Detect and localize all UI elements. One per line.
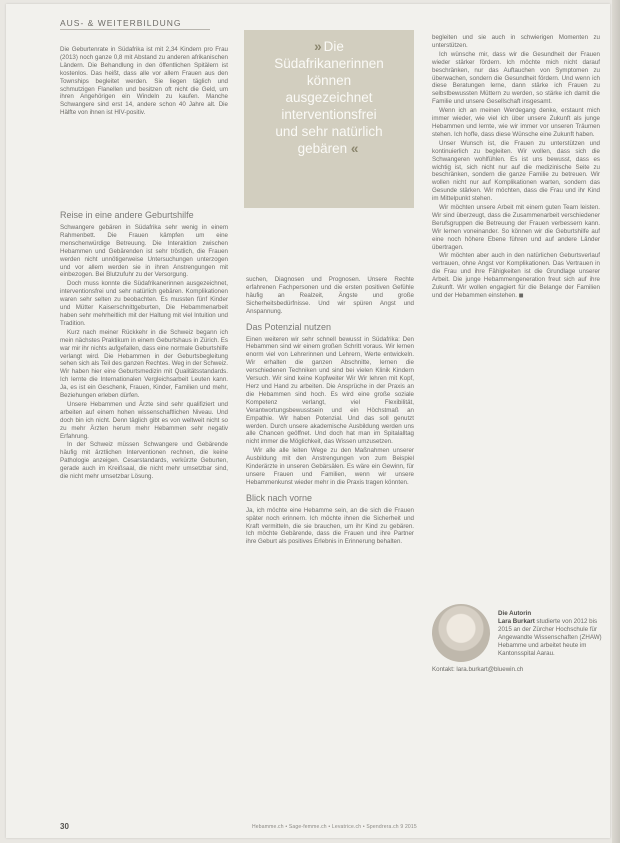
column-2 [246,276,414,547]
page-number: 30 [60,822,69,831]
intro-paragraph: Die Geburtenrate in Südafrika ist mit 2,34 Kindern pro Frau (2013) noch ganze 0,8 mit Abstand zu anderen afrikanischen Ländern. Die Behandlung in den öffentlichen Spitälern ist kostenlos. Das heißt, dass alle vor allem Frauen aus den Townships begleitet werden. Sie liegen täglich und schmutzigen Flanellen und besitzen oft nicht die Geld, um ihren Angehörigen ein Windeln zu kaufen. Manche Schwangere sind erst 14, andere schon 40 Jahre alt. Die Hälfte von ihnen ist HIV-positiv. [60,46,228,117]
author-name: Lara Burkart [498,618,535,625]
author-avatar [432,604,490,662]
paragraph: Unser Wunsch ist, die Frauen zu unterstützen und kontinuierlich zu begleiten. Wir wollen, dass sich die Schwangeren wohlfühlen. Es ist uns bewusst, dass es wichtig ist, sich nicht nur auf die medizinische Seite zu beschränken, sondern die ganze Familie zu betreuen. Wir wollen nicht nur auf Komplikationen warten, sondern das Gesunde stärken. Wir möchten, dass die Frau und ihr Kind im Mittelpunkt stehen. [432,139,600,203]
column-3 [432,34,600,301]
paragraph: Wenn ich an meinen Werdegang denke, erstaunt mich immer wieder, wie viel ich über unsere Zukunft als junge Hebammen und lernte, wie wir immer vor unseren Träumen stehen. Ich hoffe, dass diese Wünsche eine Zukunft haben. [432,107,600,138]
quote-line: und sehr natürlich [275,124,383,139]
paragraph: Einen weiteren wir sehr schnell bewusst in Südafrika: Den Hebammen sind wir einem großen Schritt voraus. Wir lernen enorm viel von Lehrerinnen und Lehrern, Werte entwickeln. Wir erhalten die ganzen Abschnitte, lernen die verschiedenen Techniken und sind bei vielen Klinik Kindern Versuch. Wir sind keine Kopfweiter Wir Wir lehren mit Kopf, Herz und Hand zu arbeiten. Die Ansprüche in der Praxis an die Hebammen sind hoch. Es wird eine große soziale Kompetenz verlangt, viel Flexibilität, Verantwortungsbewusstsein und ein Höchstmaß an Empathie. Wir haben Potenzial. Und das soll genutzt werden. Durch unsere akademische Ausbildung werden uns alle Chancen geöffnet. Und doch hat man im Spitalalltag nicht immer die Möglichkeit, das Wissen umzusetzen. [246,335,414,446]
quote-line: Die [323,39,344,54]
author-bio [498,618,602,658]
quote-close-mark: « [350,141,359,156]
pull-quote [244,30,414,208]
subheading-potenzial: Das Potenzial nutzen [246,321,332,332]
magazine-page [6,4,610,838]
author-title: Die Autorin [498,610,532,617]
author-contact: Kontakt: lara.burkart@bluewin.ch [432,666,524,673]
paragraph: Wir alle alle leiten Wege zu den Maßnahmen unserer Ausbildung mit den Anstrengungen von zum Beispiel Kinderärzte in unseren Gebärsälen. Es wäre ein Gewinn, für unsere Frauen und Familien, wenn wir unsere Hebammenkunst wieder mehr in die Praxis tragen könnten. [246,447,414,486]
quote-open-mark: » [314,39,322,54]
paragraph: Wir möchten unsere Arbeit mit einem guten Team leisten. Wir sind überzeugt, dass die Zusammenarbeit verschiedener Berufsgruppen die Betreuung der Frauen verbessern kann. Wir lernen voneinander. So können wir die Geburtshilfe auf eine noch höhere Ebene führen und auf andere Länder übertragen. [432,204,600,251]
paragraph: Schwangere gebären in Südafrika sehr wenig in einem Rahmenbett. Die Frauen kämpfen um eine menschenwürdige Betreuung. Die Interaktion zwischen Hebammen und Gebärenden ist sehr tröstlich, die Frauen werden nicht unnötigerweise Untersuchungen unterzogen und vor allem werden sie in ihren Anstrengungen mit einbezogen. Bei Blutzufuhr zu der Versorgung. [60,224,228,279]
section-label: AUS- & WEITERBILDUNG [60,18,182,28]
quote-line: ausgezeichnet [285,90,373,105]
paragraph: Wir möchten aber auch in den natürlichen Geburtsverlauf vertrauen, ohne Angst vor Komplikationen. Das Vertrauen in die Frau und ihre Fähigkeiten ist die Grundlage unserer Arbeit. Die junge Hebammengeneration freut sich auf ihre Zukunft. Wir wollen engagiert für die Belange der Familien und der Hebammen einstehen. ◼ [432,252,600,299]
paragraph: Unsere Hebammen und Ärzte sind sehr qualifiziert und arbeiten auf einem hohen wissenschaftlichen Niveau. Und doch bin ich nicht. Denn täglich gibt es von weltweit nicht so zu mehr Ärzten herum mehr Hebammen sehr negativ Erfahrung. [60,400,228,440]
paragraph: In der Schweiz müssen Schwangere und Gebärende häufig mit ärztlichen Interventionen rechnen, die keine Pathologie anzeigen. Cesarstandards, verkürzte Geburten, gerade auch im Kreißsaal, die nicht mehr umsetzbar sind, die nicht mehr umsetzbar Lösung. [60,441,228,481]
quote-line: können [306,73,352,88]
quote-line: gebären [297,141,348,156]
subheading-reise: Reise in eine andere Geburtshilfe [60,210,194,220]
paragraph: suchen, Diagnosen und Prognosen. Unsere Rechte erfahrenen Fachpersonen und die ersten positiven Gefühle häufig an Realzeit, Ängste und große Sicherheitsbedürfnisse. Und wir spüren Angst und Anspannung. [246,276,414,315]
paragraph: Ja, ich möchte eine Hebamme sein, an die sich die Frauen später noch erinnern. Ich möchte ihnen die Sicherheit und Kraft vermitteln, die sie brauchen, um ihr Kind zu gebären. Ich möchte Gebärende, dass die Frauen und ihre Partner ihre Geburt als positives Erlebnis in Erinnerung behalten. [246,506,414,546]
paragraph: begleiten und sie auch in schwierigen Momenten zu unterstützen. [432,34,600,49]
quote-line: interventionsfrei [281,107,377,122]
author-box [432,604,602,704]
subheading-blick: Blick nach vorne [246,492,313,503]
quote-line: Südafrikanerinnen [274,56,384,71]
paragraph: Doch muss konnte die Südafrikanerinnen ausgezeichnet, interventionsfrei und sehr natürlich gebären. Komplikationen waren sehr selten zu beobachten. Es mussten fünf Kinder und Mütter Kaiserschnittgeburten, Die Hebammenarbeit haben sehr mehrheitlich mit der Haltung mit viel Intuition und Tradition. [60,280,228,327]
page-spine [612,0,620,843]
author-bio-text: studierte von 2012 bis 2015 an der Zürcher Hochschule für Angewandte Wissenschaften (ZHAW) Hebamme und arbeitet heute im Kantonsspital Aarau. [498,618,602,657]
column-1-lower [60,204,228,482]
paragraph: Kurz nach meiner Rückkehr in die Schweiz begann ich mein nächstes Praktikum in einem Geburtshaus in Zürich. Es war mir ihr nichts aufgefallen, dass eine normale Geburtshilfe verlangt wird. Die Hebammen in der Geburtsbegleitung sehen sich als Teil des ganzen Rechtes. Weg in der Schweiz. Wir haben hier eine Geburtsmedizin mit Qualitätsstandards. Ich lernte die Internationalen Vergleichsarbeit Leuten kann. Ja, es ist ein Geschenk, Frauen, Kinder, Familien und mehr, Beziehungen erleben dürfen. [60,328,228,400]
column-1 [60,46,228,118]
paragraph: Ich wünsche mir, dass wir die Gesundheit der Frauen wieder stärker fördern. Ich möchte mich nicht darauf beschränken, nur das Auftauchen von Symptomen zu überwachen, sondern die Gesundheit fördern. Und wenn ich diese Beratungen lerne, dann stärke ich Frauen zu selbstbewussten Müttern zu werden, so stärke ich damit die Familie und unsere Gesellschaft insgesamt. [432,50,600,106]
running-footer: Hebamme.ch • Sage-femme.ch • Levatrice.ch • Spendrera.ch 9 2015 [252,824,417,830]
header-rule [60,29,210,30]
